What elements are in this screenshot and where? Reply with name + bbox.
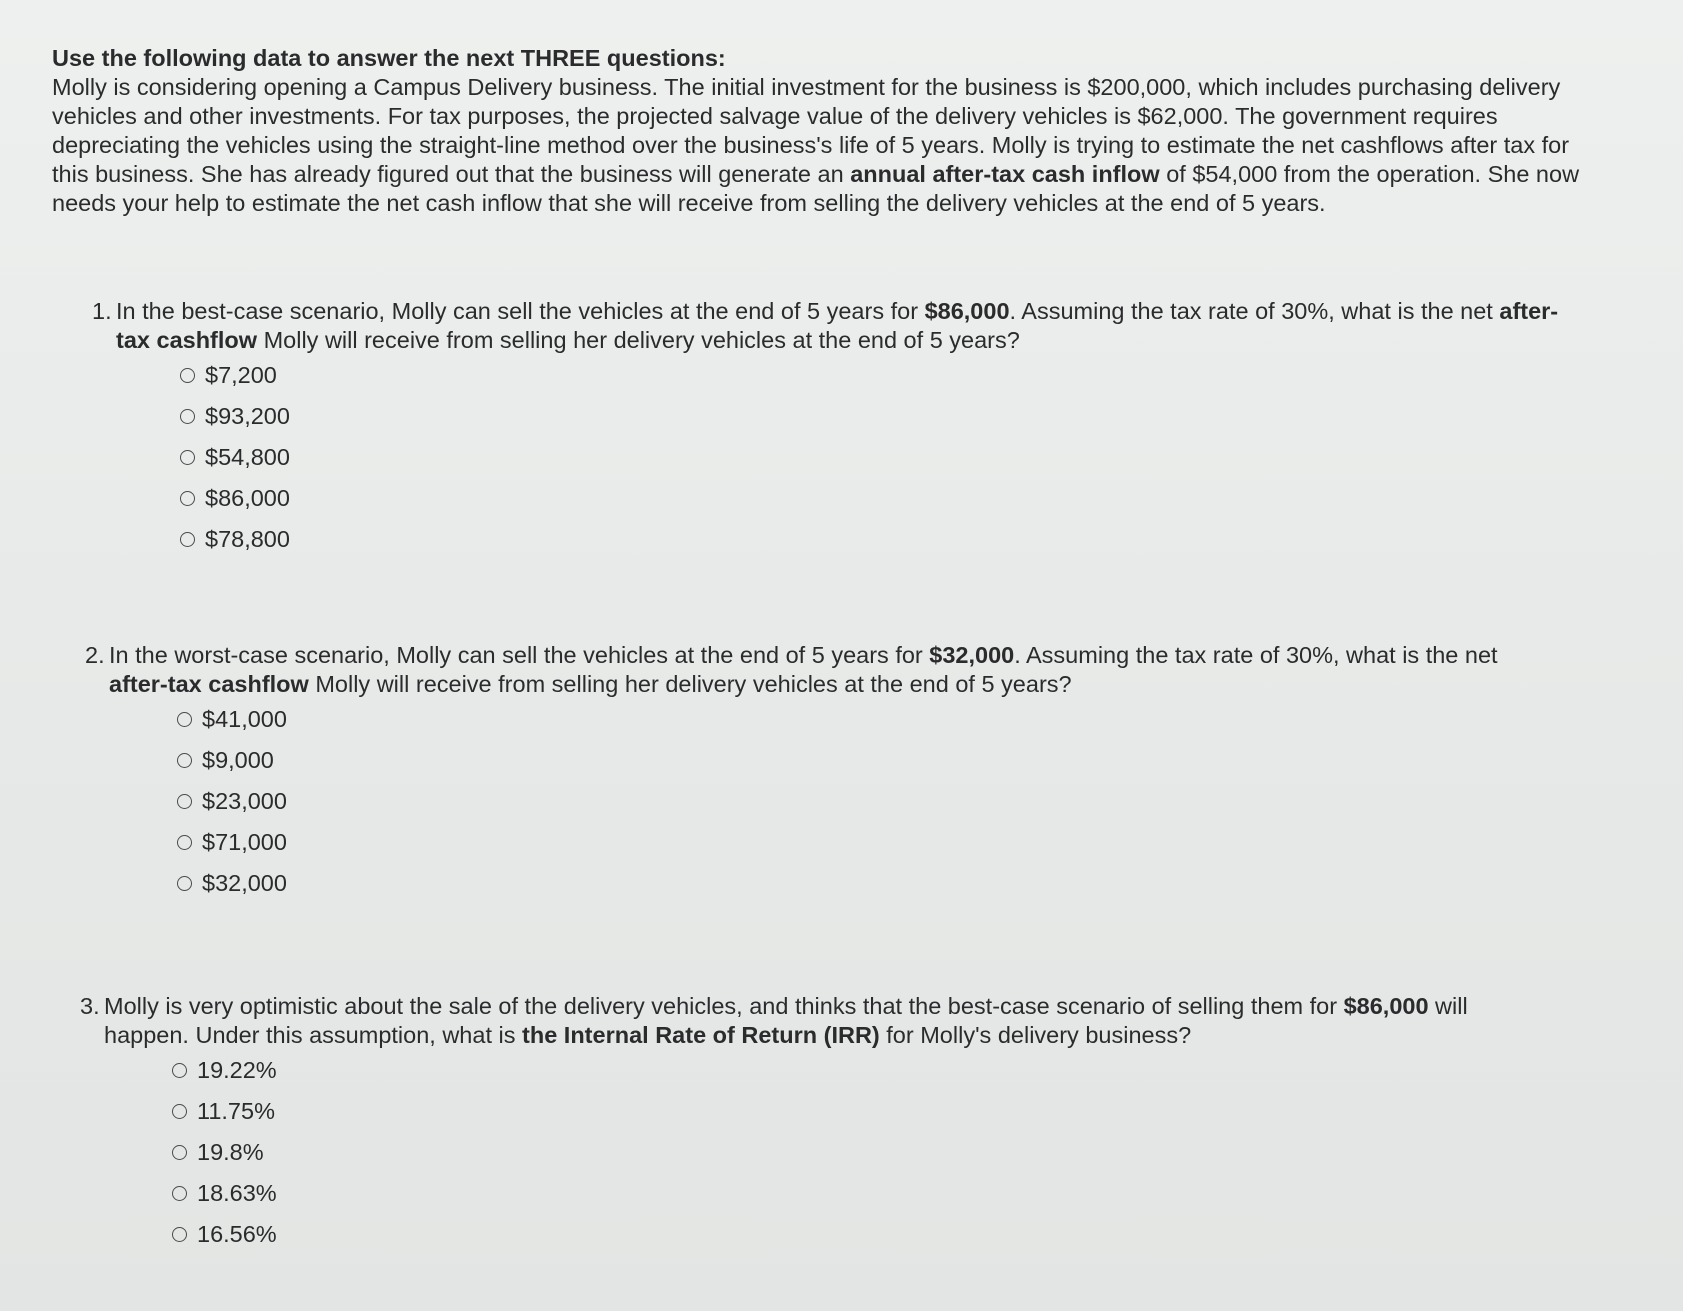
question-number: 2. <box>85 642 105 668</box>
answer-option[interactable] <box>177 863 1555 904</box>
intro-body-text-end: of $54,000 from the operation. She now needs your help to estimate the net cash inflow that she will receive from selling the delivery vehicles at the end of 5 years. <box>52 161 1580 216</box>
question-text <box>92 297 1562 355</box>
question-body <box>116 297 1562 355</box>
radio-button[interactable] <box>180 532 195 547</box>
question-number: 3. <box>80 993 100 1019</box>
question-1 <box>92 297 1562 560</box>
question-number: 1. <box>92 298 112 324</box>
answer-option-label: $93,200 <box>205 403 290 429</box>
question-body <box>104 992 1550 1050</box>
answer-option-label: 19.22% <box>197 1057 277 1083</box>
answer-option[interactable] <box>180 478 1562 519</box>
radio-button[interactable] <box>177 876 192 891</box>
answer-option[interactable] <box>172 1173 1550 1214</box>
radio-button[interactable] <box>177 794 192 809</box>
answer-option[interactable] <box>172 1214 1550 1255</box>
answer-option[interactable] <box>172 1132 1550 1173</box>
answer-option[interactable] <box>172 1091 1550 1132</box>
radio-button[interactable] <box>180 450 195 465</box>
answer-option-label: $9,000 <box>202 747 274 773</box>
answer-option-label: $23,000 <box>202 788 287 814</box>
question-text <box>85 641 1555 699</box>
answer-option[interactable] <box>180 396 1562 437</box>
question-text-part: . Assuming the tax rate of 30%, what is the net <box>1009 298 1500 324</box>
answer-option-label: 16.56% <box>197 1221 277 1247</box>
answer-option-label: 18.63% <box>197 1180 277 1206</box>
radio-button[interactable] <box>172 1104 187 1119</box>
answer-options <box>172 1050 1550 1255</box>
answer-options <box>180 355 1562 560</box>
answer-option[interactable] <box>180 355 1562 396</box>
question-text-part: In the worst-case scenario, Molly can sell the vehicles at the end of 5 years for <box>109 642 930 668</box>
answer-option-label: $71,000 <box>202 829 287 855</box>
question-body <box>109 641 1555 699</box>
intro-body <box>52 73 1582 218</box>
radio-button[interactable] <box>180 491 195 506</box>
answer-option[interactable] <box>177 781 1555 822</box>
answer-option[interactable] <box>177 699 1555 740</box>
intro-body-text: Molly is considering opening a Campus Delivery business. The initial investment for the business is $200,000, which includes purchasing delivery vehicles and other investments. For tax purposes, the projected salvage value of the delivery vehicles is $62,000. The government requires depreciating the vehicles using the straight-line method over the business's life of 5 years. Molly is trying to estimate the net cashflows after tax for this business. She has already figured out that the business will generate an <box>52 74 1570 187</box>
radio-button[interactable] <box>180 368 195 383</box>
question-text-part: Molly will receive from selling her delivery vehicles at the end of 5 years? <box>257 327 1020 353</box>
answer-option-label: 19.8% <box>197 1139 264 1165</box>
question-text-part: In the best-case scenario, Molly can sell the vehicles at the end of 5 years for <box>116 298 925 324</box>
question-text-part: . Assuming the tax rate of 30%, what is the net <box>1014 642 1498 668</box>
answer-option-label: $41,000 <box>202 706 287 732</box>
radio-button[interactable] <box>172 1227 187 1242</box>
answer-option[interactable] <box>177 822 1555 863</box>
answer-options <box>177 699 1555 904</box>
radio-button[interactable] <box>180 409 195 424</box>
question-text-bold: after-tax cashflow <box>109 671 309 697</box>
answer-option-label: $78,800 <box>205 526 290 552</box>
question-2 <box>85 641 1555 904</box>
question-3 <box>80 992 1550 1255</box>
question-text <box>80 992 1550 1050</box>
question-text-bold: the Internal Rate of Return (IRR) <box>522 1022 880 1048</box>
answer-option[interactable] <box>172 1050 1550 1091</box>
radio-button[interactable] <box>172 1145 187 1160</box>
answer-option[interactable] <box>180 519 1562 560</box>
radio-button[interactable] <box>177 835 192 850</box>
answer-option-label: $32,000 <box>202 870 287 896</box>
radio-button[interactable] <box>177 712 192 727</box>
answer-option-label: $7,200 <box>205 362 277 388</box>
question-text-part: Molly will receive from selling her delivery vehicles at the end of 5 years? <box>308 671 1072 697</box>
question-text-bold: $86,000 <box>924 298 1010 324</box>
question-text-bold: $32,000 <box>929 642 1015 668</box>
radio-button[interactable] <box>172 1063 187 1078</box>
intro-body-bold: annual after-tax cash inflow <box>850 161 1160 187</box>
answer-option[interactable] <box>177 740 1555 781</box>
radio-button[interactable] <box>172 1186 187 1201</box>
question-text-part: Molly is very optimistic about the sale of the delivery vehicles, and thinks that the best-case scenario of selling them for <box>104 993 1344 1019</box>
intro-heading: Use the following data to answer the next THREE questions: <box>52 45 726 71</box>
question-text-part: for Molly's delivery business? <box>879 1022 1192 1048</box>
question-text-bold: after-tax cashflow <box>116 298 1559 353</box>
answer-option-label: $54,800 <box>205 444 290 470</box>
radio-button[interactable] <box>177 753 192 768</box>
question-text-part: will happen. Under this assumption, what is <box>104 993 1468 1048</box>
intro-section <box>52 44 1582 218</box>
answer-option-label: 11.75% <box>197 1098 275 1124</box>
question-text-bold: $86,000 <box>1343 993 1429 1019</box>
answer-option[interactable] <box>180 437 1562 478</box>
answer-option-label: $86,000 <box>205 485 290 511</box>
